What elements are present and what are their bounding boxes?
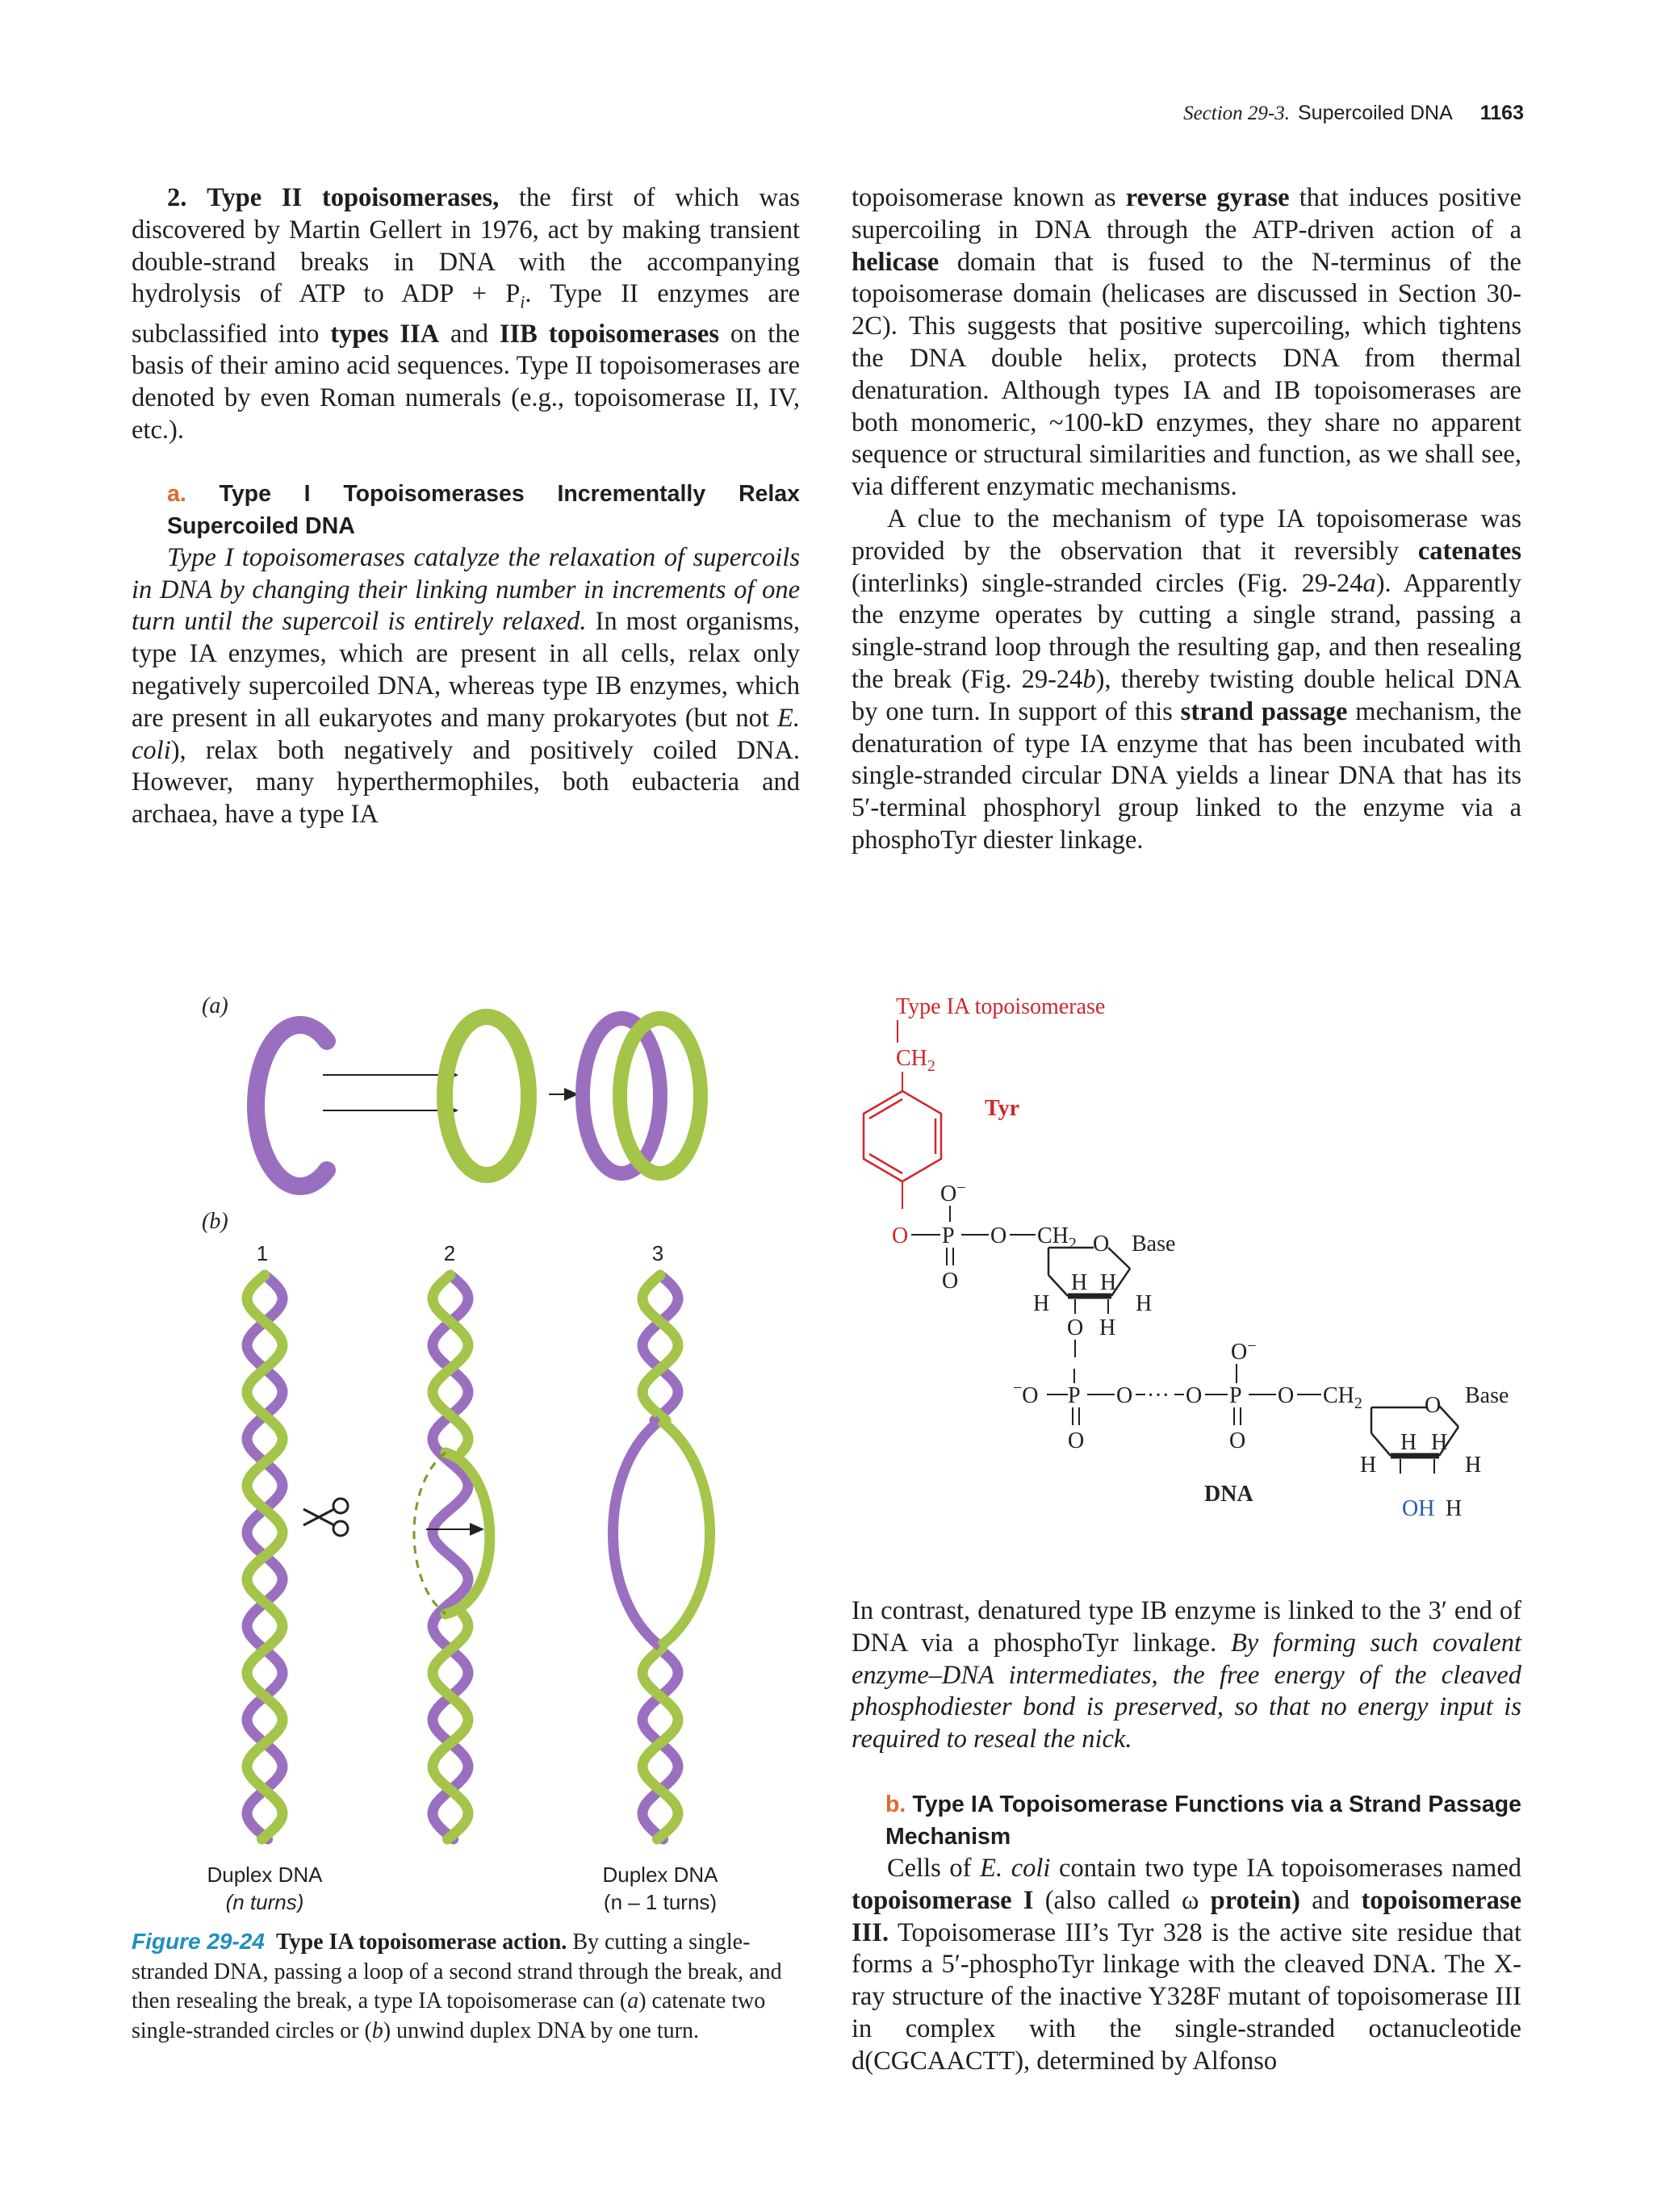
tyr-ch2: $CH_2$ [896,1046,935,1075]
term-type-ii: Type II topoisomerases, [207,183,500,212]
phosphorus-1: P [942,1223,955,1248]
heading-b: b. Type IA Topoisomerase Functions via a Strand Passage Mechanism [885,1791,1521,1850]
left-column [132,182,800,831]
p2-o-minus: −O [1013,1379,1039,1408]
svg-text:O−: O− [1231,1337,1257,1365]
svg-text:H: H [1136,1291,1153,1316]
chain-dots: ··· [1147,1383,1170,1408]
paragraph-mechanism: A clue to the mechanism of type IA topoisomerase was provided by the observation that it reversibly catenates (interlinks) single-stranded circles (Fig. 29-24a). Apparently the enzyme operates by cutting a single strand, passing a single-strand loop through the resulting gap, and then resealing the break (Fig. 29-24b), thereby twisting double helical DNA by one turn. In support of this strand passage mechanism, the denaturation of type IA enzyme that has been incubated with single-stranded circular DNA yields a linear DNA that has its 5′-terminal phosphoryl group linked to the enzyme via a phosphoTyr diester linkage. [852,504,1522,855]
svg-text:H: H [1465,1453,1482,1478]
sugar-ring-1 [1048,1248,1130,1296]
duplex-left-line2: (n turns) [225,1890,304,1913]
phosphorus-2: P [1068,1383,1081,1408]
figure-label: Figure 29-24 [132,1929,265,1954]
p1-ester-o: O [990,1223,1007,1248]
figure-title: Type IA topoisomerase action. [275,1930,567,1955]
paragraph-reverse-gyrase: topoisomerase known as reverse gyrase that induces positive supercoiling in DNA through the ATP-driven action of a helicase domain that is fused to the N-terminus of the topoisomerase domain (helicases are discussed in Section 30-2C). This suggests that positive supercoiling, which tightens the DNA double helix, protects DNA from thermal denaturation. Although types IA and IB topoisomerases are both monomeric, ~100-kD enzymes, they share no apparent sequence or structural similarities and function, as we shall see, via different enzymatic mechanisms. [852,183,1521,502]
svg-text:H: H [1099,1315,1116,1340]
p1-o-minus: O− [940,1179,966,1206]
paragraph-type-ib: In contrast, denatured type IB enzyme is linked to the 3′ end of DNA via a phosphoTyr linkage. By forming such covalent enzyme–DNA intermediates, the free energy of the cleaved phosphodiester bond is preserved, so that no energy input is required to reseal the nick. [852,1596,1521,1754]
paragraph-ecoli-topo: Cells of E. coli contain two type IA topoisomerases named topoisomerase I (also called ω protein) and topoisomerase III. Topoisomerase III’s Tyr 328 is the active site residue that forms a 5′-phosphoTyr linkage with the cleaved DNA. The X-ray structure of the inactive Y328F mutant of topoisomerase III in complex with the single-stranded octanucleotide d(CGCAACTT), determined by Alfonso [852,1853,1522,2076]
tyr-label: Tyr [985,1096,1020,1121]
step-1-label: 1 [256,1241,269,1265]
helix-step-3 [613,1275,710,1839]
open-circle [256,1025,327,1186]
phosphotyr-structure [852,985,1562,1533]
running-head [1183,102,1524,125]
svg-text:O: O [1278,1383,1295,1408]
sugar2-ch2: $CH_2$ [1323,1383,1362,1412]
running-head-title: Supercoiled DNA [1297,102,1453,124]
running-head-section: Section 29-3. [1183,102,1290,124]
svg-text:H: H [1360,1453,1377,1478]
phosphorus-3: P [1229,1383,1242,1408]
svg-text:O: O [1116,1383,1133,1408]
right-column-bottom [852,1595,1521,2078]
duplex-right-line2: (n – 1 turns) [603,1890,718,1913]
svg-text:O: O [1425,1393,1442,1418]
scissors-icon [303,1499,348,1536]
right-column-top [852,182,1521,857]
step-2-label: 2 [443,1241,456,1265]
svg-text:H: H [1071,1270,1088,1295]
figure-caption: Figure 29-24 Type IA topoisomerase action. By cutting a single-stranded DNA, passing a loop of a second strand through the break, and then resealing the break, a type IA topoisomerase can (a) catenate two single-stranded circles or (b) unwind duplex DNA by one turn. [132,1929,782,2043]
svg-text:O: O [1229,1428,1246,1453]
svg-text:O: O [1093,1231,1110,1257]
heading-a: a. Type I Topoisomerases Incrementally Relax Supercoiled DNA [167,480,800,539]
paragraph-type-ii: 2. Type II topoisomerases, the first of which was discovered by Martin Gellert in 1976, act by making transient double-strand breaks in DNA with the accompanying hydrolysis of ATP to ADP + $P_i$. Type II enzymes are subclassified into types IIA and IIB topoisomerases on the basis of their amino acid sequences. Type II topoisomerases are denoted by even Roman numerals (e.g., topoisomerase II, IV, etc.). [132,183,800,445]
tyr-oxygen: O [892,1223,909,1248]
base-1: Base [1132,1231,1176,1257]
svg-text:H: H [1033,1291,1050,1316]
svg-text:H: H [1431,1430,1448,1455]
svg-text:H: H [1400,1430,1417,1455]
panel-a-label: (a) [202,993,228,1018]
panel-b-label: (b) [202,1209,228,1234]
svg-text:O: O [1067,1315,1084,1340]
sugar1-ch2: $CH_2$ [1037,1223,1077,1252]
enzyme-label: Type IA topoisomerase [896,994,1106,1019]
page-number: 1163 [1479,102,1524,124]
phenol-ring [864,1091,941,1181]
duplex-right-line1: Duplex DNA [602,1863,718,1887]
step-3-label: 3 [651,1241,664,1265]
unwound-strand-green [660,1420,710,1646]
svg-text:H: H [1100,1270,1117,1295]
paragraph-type-i: Type I topoisomerases catalyze the relaxation of supercoils in DNA by changing their linking number in increments of one turn until the supercoil is entirely relaxed. In most organisms, type IA enzymes, which are present in all cells, relax only negatively supercoiled DNA, whereas type IB enzymes, which are present in all eukaryotes and many prokaryotes (but not E. coli), relax both negatively and positively coiled DNA. However, many hyperthermophiles, both eubacteria and archaea, have a type IA [132,542,801,830]
svg-text:O: O [1068,1428,1085,1453]
duplex-left-line1: Duplex DNA [207,1863,323,1887]
svg-text:O: O [1186,1383,1203,1408]
three-prime-oh: OH [1402,1496,1435,1521]
green-circle [445,1017,529,1175]
p1-o-double: O [942,1269,959,1294]
helix-step-1 [247,1275,282,1839]
svg-text:H: H [1446,1496,1463,1521]
base-2: Base [1465,1383,1509,1408]
helix-step-2 [414,1275,490,1839]
figure-29-24 [161,985,888,1913]
dna-label: DNA [1204,1482,1253,1507]
unwound-strand-purple [613,1420,661,1646]
